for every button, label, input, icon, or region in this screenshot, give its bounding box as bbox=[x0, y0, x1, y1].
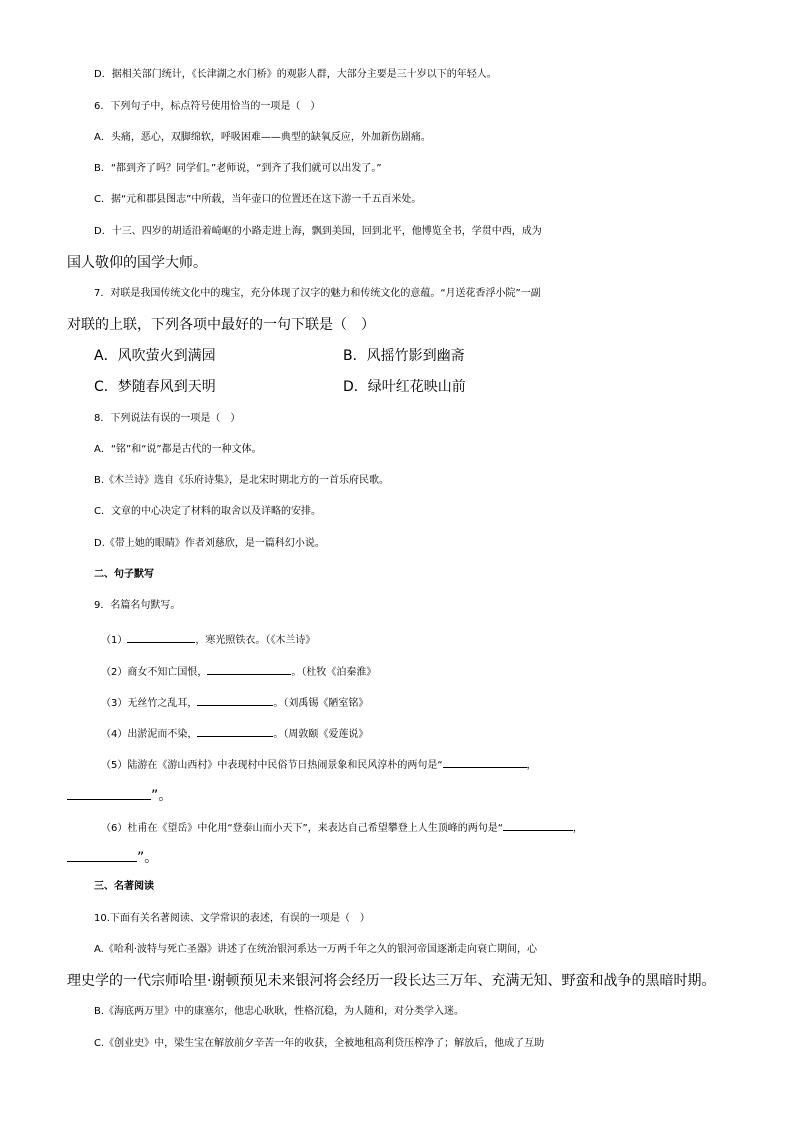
q9-item-3-source: 。（刘禹锡《陋室铭》 bbox=[273, 698, 369, 709]
q9-stem: 9．名篇名句默写。 bbox=[94, 600, 181, 611]
q7-option-b: B．风摇竹影到幽斋 bbox=[343, 348, 465, 364]
q8-option-c: C．文章的中心决定了材料的取舍以及详略的安排。 bbox=[94, 506, 321, 517]
q9-item-2 bbox=[101, 660, 781, 678]
q9-item-5-end: ”。 bbox=[151, 788, 173, 804]
q9-item-2-text: （2）商女不知亡国恨， bbox=[101, 667, 208, 678]
q6-option-d-line1: D．十三、四岁的胡适沿着崎岖的小路走进上海，飘到美国，回到北平，他博览全书，学贯中西，成为 bbox=[94, 226, 542, 237]
q7-option-a: A．风吹萤火到满园 bbox=[94, 348, 216, 364]
q9-item-5-comma: ， bbox=[526, 760, 537, 771]
q9-item-1-number: （1） bbox=[101, 635, 128, 646]
q9-item-4-blank[interactable] bbox=[197, 722, 273, 737]
q7-option-c: C．梦随春风到天明 bbox=[94, 379, 216, 395]
q7-options-row1 bbox=[94, 347, 694, 365]
q9-item-2-blank[interactable] bbox=[207, 660, 291, 675]
section-3-heading: 三、名著阅读 bbox=[94, 881, 154, 892]
q6-option-b: B．“都到齐了吗？同学们。”老师说，“到齐了我们就可以出发了。” bbox=[94, 163, 382, 174]
q9-item-5-blank-2[interactable] bbox=[67, 785, 151, 800]
q9-item-6-blank-2[interactable] bbox=[67, 847, 137, 862]
q9-item-6-text: （6）杜甫在《望岳》中化用“登泰山而小天下”，来表达自己希望攀登上人生顶峰的两句是“ bbox=[101, 823, 503, 834]
q5-option-d: D．据相关部门统计，《长津湖之水门桥》的观影人群，大部分主要是三十岁以下的年轻人。 bbox=[94, 69, 497, 80]
q9-item-3-text: （3）无丝竹之乱耳， bbox=[101, 698, 198, 709]
q9-item-1-blank[interactable] bbox=[127, 628, 195, 643]
q10-stem: 10.下面有关名著阅读、文学常识的表述，有误的一项是（ ） bbox=[94, 913, 370, 924]
q9-item-3-blank[interactable] bbox=[197, 691, 273, 706]
q7-stem-line1: 7．对联是我国传统文化中的瑰宝，充分体现了汉字的魅力和传统文化的意蕴。“月送花香浮小院”一副 bbox=[94, 288, 541, 299]
q10-option-b: B.《海底两万里》中的康塞尔，他忠心耿耿，性格沉稳，为人随和，对分类学入迷。 bbox=[94, 1006, 465, 1017]
q8-option-a: A．“铭”和“说”都是古代的一种文体。 bbox=[94, 444, 262, 455]
q9-item-4 bbox=[101, 722, 781, 740]
q9-item-6-comma: ， bbox=[572, 823, 583, 834]
q9-item-5-line2 bbox=[67, 785, 747, 803]
q9-item-3 bbox=[101, 691, 781, 709]
q9-item-6-line1 bbox=[101, 816, 751, 834]
q9-item-2-source: 。（杜牧《泊秦淮》 bbox=[291, 667, 377, 678]
q8-option-b: B.《木兰诗》选自《乐府诗集》，是北宋时期北方的一首乐府民歌。 bbox=[94, 475, 390, 486]
q9-item-1-text: ，寒光照铁衣。（《木兰诗》 bbox=[195, 635, 316, 646]
q9-item-5-text: （5）陆游在《游山西村》中表现村中民俗节日热闹景象和民风淳朴的两句是“ bbox=[101, 760, 443, 771]
q10-option-a-line1: A.《哈利·波特与死亡圣器》讲述了在统治银河系达一万两千年之久的银河帝国逐渐走向衰亡期间，心 bbox=[94, 944, 538, 955]
q10-option-c: C.《创业史》中，梁生宝在解放前夕辛苦一年的收获，全被地租高利贷压榨净了；解放后，他成了互助 bbox=[94, 1038, 545, 1049]
q9-item-6-blank-1[interactable] bbox=[503, 816, 573, 831]
q9-item-4-text: （4）出淤泥而不染， bbox=[101, 729, 198, 740]
q8-stem: 8．下列说法有误的一项是（ ） bbox=[94, 413, 241, 424]
q6-option-d-line2: 国人敬仰的国学大师。 bbox=[67, 255, 207, 271]
section-2-heading: 二、句子默写 bbox=[94, 569, 154, 580]
q9-item-5-blank-1[interactable] bbox=[443, 753, 527, 768]
q7-stem-line2: 对联的上联，下列各项中最好的一句下联是（ ） bbox=[67, 317, 375, 333]
q9-item-5-line1 bbox=[101, 753, 751, 771]
q9-item-1 bbox=[101, 628, 781, 646]
q6-option-a: A．头痛，恶心，双脚绵软，呼吸困难——典型的缺氧反应，外加新伤剧痛。 bbox=[94, 132, 431, 143]
q6-stem: 6．下列句子中，标点符号使用恰当的一项是（ ） bbox=[94, 101, 321, 112]
q9-item-6-line2 bbox=[67, 847, 747, 865]
q10-option-a-line2: 理史学的一代宗师哈里·谢顿预见未来银河将会经历一段长达三万年、充满无知、野蛮和战争的黑暗时期。 bbox=[67, 973, 716, 989]
q9-item-4-source: 。（周敦颐《爱莲说》 bbox=[273, 729, 369, 740]
q9-item-6-end: ”。 bbox=[137, 850, 159, 866]
q7-option-d: D．绿叶红花映山前 bbox=[343, 379, 466, 395]
q7-options-row2 bbox=[94, 378, 694, 396]
q6-option-c: C．据“元和郡县图志”中所载，当年壶口的位置还在这下游一千五百米处。 bbox=[94, 194, 422, 205]
q8-option-d: D.《带上她的眼睛》作者刘慈欣，是一篇科幻小说。 bbox=[94, 538, 325, 549]
